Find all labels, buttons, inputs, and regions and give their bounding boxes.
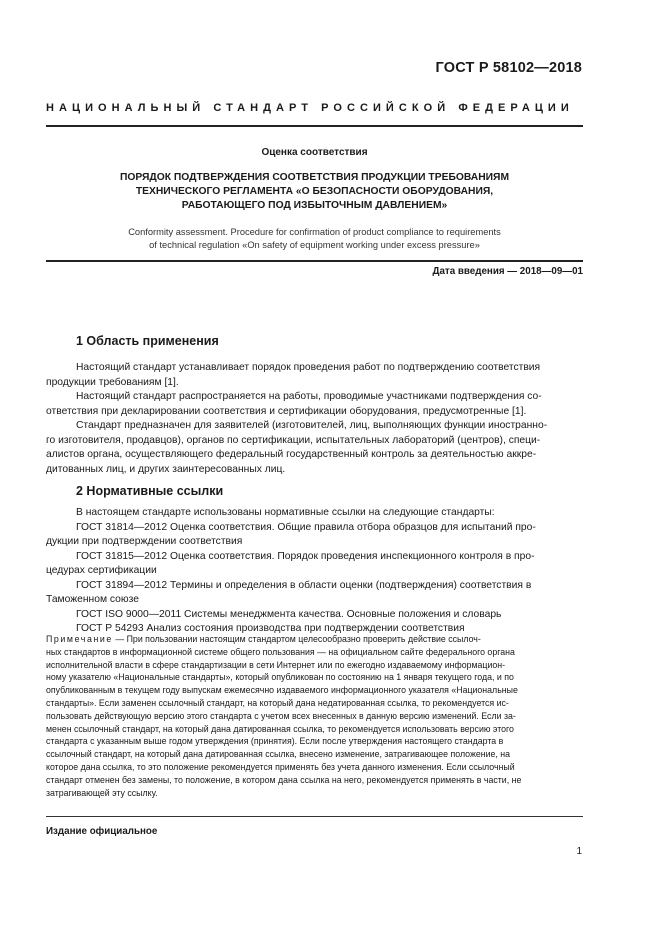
section-1-body bbox=[46, 361, 583, 477]
main-title-line: ПОРЯДОК ПОДТВЕРЖДЕНИЯ СООТВЕТСТВИЯ ПРОДУКЦИИ ТРЕБОВАНИЯМ bbox=[119, 172, 510, 183]
page-number: 1 bbox=[576, 846, 582, 857]
top-divider bbox=[46, 125, 583, 127]
note-line bbox=[46, 633, 583, 646]
reference-line: ГОСТ 31894—2012 Термины и определения в области оценки (подтверждения) соответствия в bbox=[76, 579, 532, 591]
note-line: опубликованным в текущем году выпускам ежемесячно издаваемого информационного указателя «Национальные bbox=[46, 685, 518, 696]
paragraph-line: го изготовителя, продавцов), органов по сертификации, испытательных лабораторий (центров), специ- bbox=[46, 434, 541, 446]
gost-number: ГОСТ Р 58102—2018 bbox=[435, 60, 582, 76]
note-line: ных стандартов в информационной системе общего пользования — на официальном сайте федерального органа bbox=[46, 646, 515, 657]
main-title-line: ТЕХНИЧЕСКОГО РЕГЛАМЕНТА «О БЕЗОПАСНОСТИ ОБОРУДОВАНИЯ, bbox=[135, 186, 494, 197]
note-text: — При пользовании настоящим стандартом целесообразно проверить действие ссылоч- bbox=[112, 634, 481, 644]
paragraph-line: продукции требованиям [1]. bbox=[46, 376, 179, 388]
english-title-line: of technical regulation «On safety of equipment working under excess pressure» bbox=[149, 239, 480, 250]
document-subtitle: Оценка соответствия bbox=[261, 147, 368, 158]
national-standard-title: НАЦИОНАЛЬНЫЙ СТАНДАРТ РОССИЙСКОЙ ФЕДЕРАЦИИ bbox=[46, 102, 574, 114]
introduction-date: Дата введения — 2018—09—01 bbox=[432, 266, 583, 277]
english-title bbox=[46, 226, 583, 251]
note-line: затрагивающей эту ссылку. bbox=[46, 787, 158, 798]
reference-line: ГОСТ Р 54293 Анализ состояния производства при подтверждении соответствия bbox=[76, 623, 465, 634]
note-label: Примечание bbox=[46, 634, 113, 644]
reference-line: ГОСТ 31814—2012 Оценка соответствия. Общие правила отбора образцов для испытаний про- bbox=[76, 521, 536, 533]
note-line: которое дана ссылка, то это положение рекомендуется применять без учета данного изменения. Если ссылочный bbox=[46, 761, 515, 772]
note-block bbox=[46, 633, 583, 799]
note-line: стандарт отменен без замены, то положение, в котором дана ссылка на него, рекомендуется применять в части, не bbox=[46, 774, 522, 785]
section-2-heading: 2 Нормативные ссылки bbox=[76, 484, 224, 498]
reference-line: ГОСТ ISO 9000—2011 Системы менеджмента качества. Основные положения и словарь bbox=[76, 608, 502, 620]
paragraph-line: алистов органа, осуществляющего федеральный государственный контроль за деятельностью аккре- bbox=[46, 449, 537, 460]
note-line: ному указателю «Национальные стандарты», который опубликован по состоянию на 1 января текущего года, и по bbox=[46, 672, 514, 683]
reference-line: ГОСТ 31815—2012 Оценка соответствия. Порядок проведения инспекционного контроля в про- bbox=[76, 550, 535, 562]
note-line: менен ссылочный стандарт, на который дана датированная ссылка, то рекомендуется использовать версию этого bbox=[46, 723, 514, 734]
footer-divider bbox=[46, 816, 583, 817]
document-main-title bbox=[46, 171, 583, 213]
section-2-body bbox=[46, 506, 583, 637]
note-line: стандарта с указанным выше годом утверждения (принятия). Если после утверждения настоящего стандарта в bbox=[46, 736, 504, 747]
main-title-line: РАБОТАЮЩЕГО ПОД ИЗБЫТОЧНЫМ ДАВЛЕНИЕМ» bbox=[181, 200, 448, 211]
english-title-line: Conformity assessment. Procedure for confirmation of product compliance to requirements bbox=[128, 227, 501, 237]
paragraph-line: Настоящий стандарт распространяется на работы, проводимые участниками подтверждения со- bbox=[76, 391, 542, 402]
reference-line: Таможенном союзе bbox=[46, 594, 139, 605]
note-line: стандарты». Если заменен ссылочный стандарт, на который дана недатированная ссылка, то рекомендуется ис- bbox=[46, 697, 509, 708]
note-line: исполнительной власти в сфере стандартизации в сети Интернет или по ежегодно издаваемому информацион- bbox=[46, 659, 506, 670]
section-1-heading: 1 Область применения bbox=[76, 334, 219, 348]
edition-label: Издание официальное bbox=[46, 826, 158, 837]
reference-line: дукции при подтверждении соответствия bbox=[46, 536, 243, 547]
paragraph-line: Стандарт предназначен для заявителей (изготовителей, лиц, выполняющих функции иностранно- bbox=[76, 420, 548, 431]
paragraph-line: Настоящий стандарт устанавливает порядок проведения работ по подтверждению соответствия bbox=[76, 362, 541, 373]
paragraph-line: ответствия при декларировании соответствия и сертификации оборудования, предусмотренные [1]. bbox=[46, 405, 527, 417]
paragraph-line: В настоящем стандарте использованы нормативные ссылки на следующие стандарты: bbox=[76, 507, 495, 518]
note-line: пользовать действующую версию этого стандарта с учетом всех внесенных в данную версию изменений. Если за- bbox=[46, 710, 516, 721]
title-divider bbox=[46, 260, 583, 262]
paragraph-line: дитованных лиц, и других заинтересованных лиц. bbox=[46, 463, 286, 475]
reference-line: цедурах сертификации bbox=[46, 565, 157, 576]
note-line: ссылочный стандарт, на который дана датированная ссылка, внесено изменение, затрагивающее положение, на bbox=[46, 749, 511, 760]
